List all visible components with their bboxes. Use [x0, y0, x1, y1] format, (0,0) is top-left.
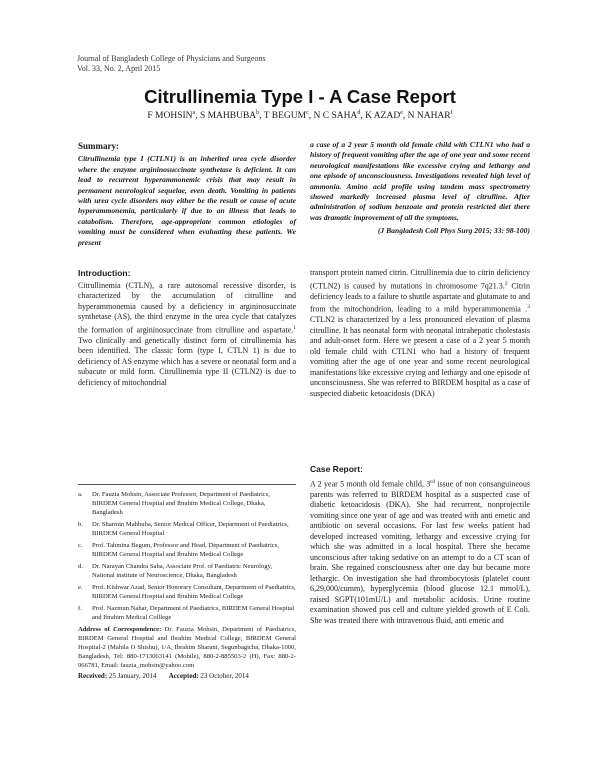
summary-right — [310, 140, 530, 237]
introduction-continued-paragraph: transport protein named citrin. Citrullinemia due to citrin deficiency (CTLN2) is caused by mutations in chromosome 7q21.3.$^2$ Citrin deficiency leads to a failure to shuttle aspartate and glutamate to and from the mitochondrion, leading to a mild hyperammonemia .$^3$ CTLN2 is characterized by a less pronounced elevation of plasma citrulline. It has neonatal form with neonatal intrahepatic cholestasis and adult-onset form. Here we present a case of a 2 year 5 month old female child with CTLN1 who had a history of frequent vomiting after the age of one year and some recent neurological manifestations like excessive crying and lethargy and one episode of unconsciousness. She was referred to BIRDEM hospital as a case of suspected diabetic ketoacidosis (DKA) — [310, 268, 530, 398]
introduction-paragraph: Citrullinemia (CTLN), a rare autosomal recessive disorder, is characterized by the accumulation of citrulline and hyperammonemia caused by a deficiency in argininosuccinate synthetase (AS), the third enzyme in the urea cycle that catalyzes the formation of argininosuccinate from citrulline and aspartate.$^1$ Two clinically and genetically distinct form of citrullinemia has been identified. The classic form (type I, CTLN 1) is due to deficiency of AS enzyme which has a severe or neonatal form and a subacute or mild form. Citrullinemia type II (CTLN2) is due to deficiency of mitochondrial — [78, 280, 296, 387]
footnote-item: c. Prof. Tahmina Begum, Professor and Head, Department of Paediatrics, BIRDEM General Hospital and Ibrahim Medical College — [78, 542, 279, 558]
footnote-item: b. Dr. Sharmin Mahbuba, Senior Medical Officer, Department of Paediatrics, BIRDEM General Hospital — [78, 521, 289, 537]
article-dates: Received: 25 January, 2014 Accepted: 23 October, 2014 — [78, 672, 249, 680]
footnote-item: d. Dr. Narayan Chandra Saha, Associate Prof. of Paediatric Neurology, National institute of Neuroscience, Dhaka, Bangladesh — [78, 563, 273, 579]
introduction-heading: Introduction: — [78, 268, 131, 278]
summary-heading: Summary: — [78, 141, 119, 151]
summary-text-left: Citrullinemia type I (CTLN1) is an inherited urea cycle disorder where the enzyme argininosuccinate synthetase is deficient. It can lead to recurrent hyperammonemic crisis that may result in permanent neurological sequelae, even death. Vomiting in patients with urea cycle disorders may either be the result or cause of acute hyperammonemia, particularly if due to an illness that leads to catabolism. Therefore, age-appropriate common etiologies of vomiting must be considered when evaluating these patients. We present — [78, 154, 296, 247]
footnote-item: e. Prof. Kishwar Azad, Senior Honorary Consultant, Department of Paediatrics, BIRDEM General Hospital and Ibrahim Medical College — [78, 584, 296, 600]
introduction-continued — [310, 268, 530, 399]
summary-text-right: a case of a 2 year 5 month old female child with CTLN1 who had a history of frequent vomiting after the age of one year and some recent neurological manifestations like excessive crying and lethargy and one episode of unconsciousness. Investigations revealed high level of ammonia. Amino acid profile using tandem mass spectrometry showed markedly increased plasma level of citrulline. After administration of sodium benzoate and protein restricted diet there was dramatic improvement of all the symptoms. — [310, 140, 530, 222]
summary-left — [78, 141, 296, 248]
affiliation-footnotes — [78, 484, 296, 681]
author: S MAHBUBA — [199, 111, 257, 122]
author: K AZAD — [365, 111, 401, 122]
author-list: F MOHSIN$^a$, S MAHBUBA$^b$, T BEGUM$^c$, N C SAHA$^d$, K AZAD$^e$, N NAHAR$^f$ — [147, 110, 453, 122]
article-title: Citrullinemia Type I - A Case Report — [144, 86, 456, 107]
author: N NAHAR — [407, 111, 451, 122]
case-report-paragraph: A 2 year 5 month old female child, 3rd issue of non consanguineous parents was referred to BIRDEM hospital as a suspected case of diabetic ketoacidosis (DKA). She had recurrent, nonprojectile vomiting since one year of age and was treated with anti emetic and antibiotic on several occasions. For last few weeks patient had developed increased vomiting, lethargy and excessive crying for which she was admitted in a local hospital. There she became unconscious after taking sedative on an attempt to do a CT scan of brain. She regained consciousness after one day but became more lethargic. On investigation she had thrombocytosis (platelet count 6,29,000/cumm), hyperglycemia (blood glucose 12.1 mmol/L), raised SGPT(101mU/L) and metabolic acidosis. Urine routine examination showed pus cell and culture yielded growth of E Coli. She was treated there with intravenous fluid, anti emetic and — [310, 478, 531, 625]
author: T BEGUM — [263, 111, 307, 122]
author: F MOHSIN — [147, 111, 193, 122]
footnote-item: f. Prof. Nazmun Nahar, Department of Paediatrics, BIRDEM General Hospital and Ibrahim Medical Colllege — [78, 605, 295, 621]
journal-volume: Vol. 33, No. 2, April 2015 — [77, 64, 161, 73]
case-report-section — [310, 464, 530, 626]
journal-header — [77, 54, 266, 74]
case-report-heading: Case Report: — [310, 464, 363, 474]
journal-name: Journal of Bangladesh College of Physicians and Surgeons — [77, 54, 266, 63]
citation: (J Bangladesh Coll Phys Surg 2015; 33: 98-100) — [377, 226, 530, 236]
footnote-item: a. Dr. Fauzia Mohsin, Associate Professor, Department of Paediatrics, BIRDEM General Hospital and Ibrahim Medical College, Dhaka, Bangladesh — [78, 491, 270, 516]
correspondence-address: Address of Correspondence: Dr. Fauzia Mohsin, Department of Paediatrics, BIRDEM General Hospital and Ibrahim Medical College, BIRDEM General Hospital-2 (Mahila O Shishu), 1/A, Ibrahim Sharani, Segunbagicha, Dhaka-1000, Bangladesh, Tel: 880-1713063141 (Mobile), 880-2-885503-2 (H), Fax: 880-2-966781, Email: fauzia_mohsin@yahoo.com — [78, 626, 296, 669]
introduction-section — [78, 268, 296, 388]
author: N C SAHA — [313, 111, 358, 122]
